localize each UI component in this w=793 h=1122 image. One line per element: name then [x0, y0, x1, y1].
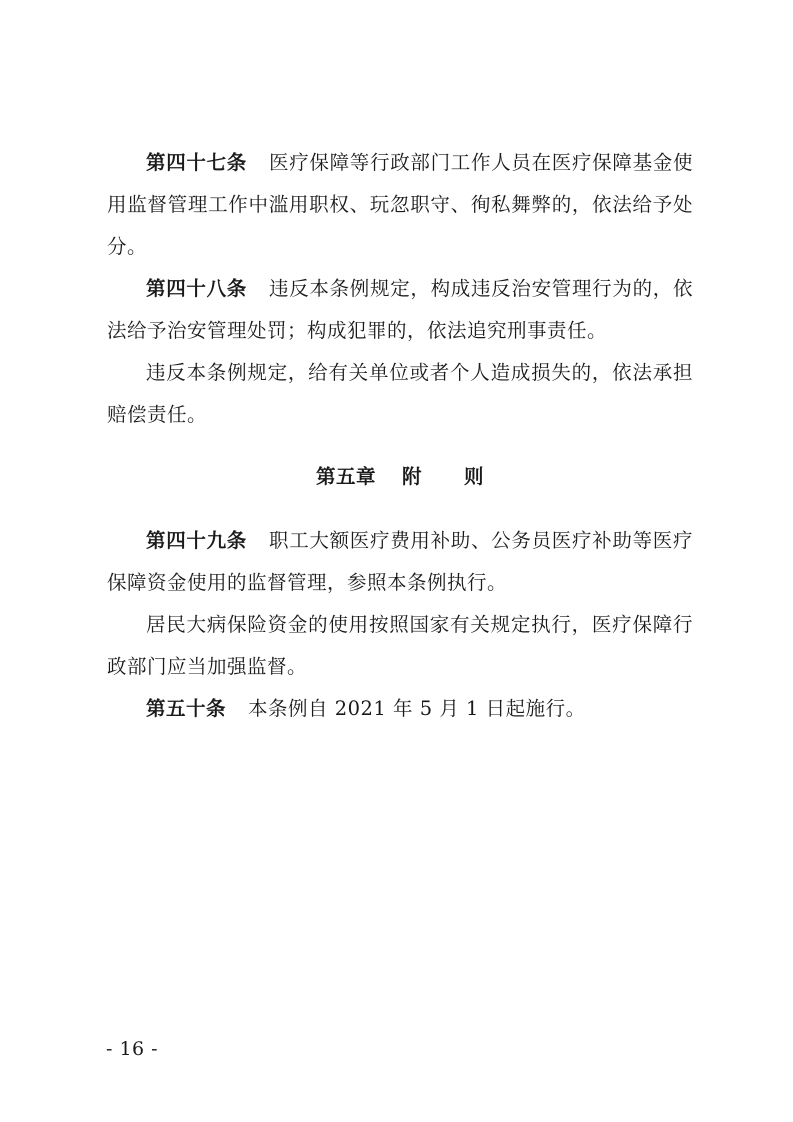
- article-47: [107, 142, 693, 268]
- chapter-heading: [107, 456, 693, 498]
- page-number: - 16 -: [106, 1038, 159, 1060]
- chapter-title-part1: 附: [401, 465, 422, 488]
- article-text: 职工大额医疗费用补助、公务员医疗补助等医疗保障资金使用的监督管理，参照本条例执行。: [107, 529, 693, 594]
- article-number: 第四十九条: [146, 529, 247, 552]
- article-number: 第五十条: [146, 697, 227, 720]
- document-body: [107, 142, 693, 730]
- article-48-paragraph-2: 违反本条例规定，给有关单位或者个人造成损失的，依法承担赔偿责任。: [107, 361, 693, 426]
- article-text: 医疗保障等行政部门工作人员在医疗保障基金使用监督管理工作中滥用职权、玩忽职守、徇私舞弊的，依法给予处分。: [107, 151, 693, 258]
- chapter-title-part2: 则: [464, 465, 485, 488]
- article-text: 本条例自 2021 年 5 月 1 日起施行。: [248, 697, 586, 720]
- spacer: [107, 436, 693, 456]
- article-49-paragraph-2: 居民大病保险资金的使用按照国家有关规定执行，医疗保障行政部门应当加强监督。: [107, 613, 693, 678]
- article-text: 违反本条例规定，构成违反治安管理行为的，依法给予治安管理处罚；构成犯罪的，依法追究刑事责任。: [107, 277, 693, 342]
- article-number: 第四十七条: [146, 151, 247, 174]
- spacer: [107, 498, 693, 520]
- article-50: [107, 688, 693, 730]
- chapter-number: 第五章: [315, 465, 376, 488]
- article-number: 第四十八条: [146, 277, 247, 300]
- article-49: [107, 520, 693, 604]
- article-48: [107, 268, 693, 352]
